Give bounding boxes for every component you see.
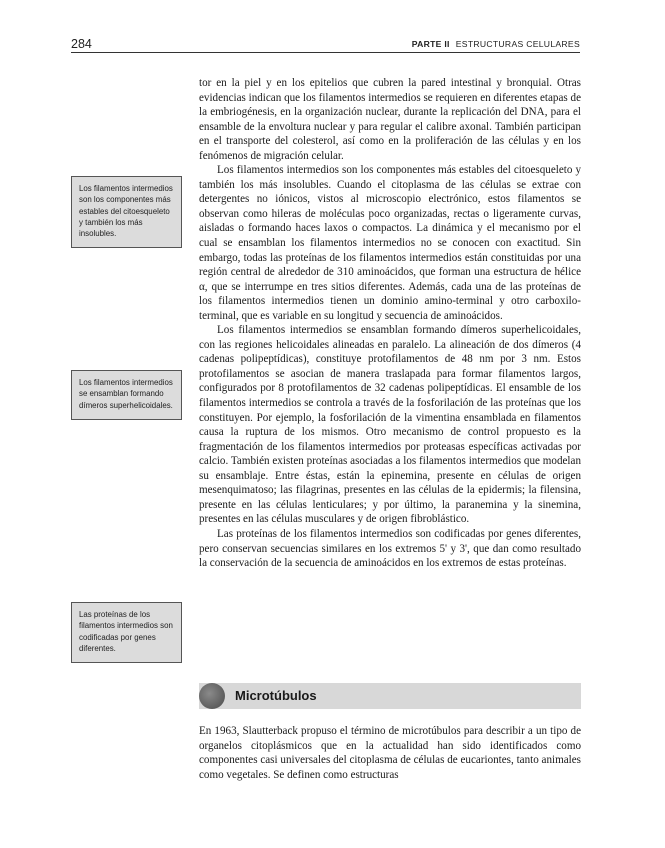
section-bullet-icon xyxy=(199,683,225,709)
part-label: PARTE II xyxy=(411,39,450,49)
paragraph: Las proteínas de los filamentos intermedios son codificadas por genes diferentes, pero conservan secuencias similares en los extremos 5' y 3', que dan como resultado la conservación de la secuencia de aminoácidos en los extremos de estas proteínas. xyxy=(199,527,581,570)
header-rule xyxy=(71,52,580,53)
paragraph: Los filamentos intermedios son los componentes más estables del citoesqueleto y también los más insolubles. Cuando el citoplasma de las células se extrae con detergentes no iónicos, vistos al microscopio electrónico, estos filamentos se observan como hileras de moléculas poco organizadas, rectas o ligeramente curvas, aisladas o formando haces laxos o compactos. La dinámica y el mecanismo por el cual se ensamblan los filamentos intermedios no se conocen con exactitud. Sin embargo, todas las proteínas de los filamentos intermedios están constituidas por una región central de alrededor de 310 aminoácidos, que forman una estructura de hélice α, que se interrumpe en tres sitios diferentes. Además, cada una de las proteínas de los filamentos intermedios tienen un dominio amino-terminal y otro carboxilo-terminal, que es variable en su longitud y secuencia de aminoácidos. xyxy=(199,164,581,322)
page-number: 284 xyxy=(71,37,92,51)
margin-note: Las proteínas de los filamentos intermedios son codificadas por genes diferentes. xyxy=(71,602,182,663)
section-heading xyxy=(199,683,581,709)
margin-note: Los filamentos intermedios son los componentes más estables del citoesqueleto y también los más insolubles. xyxy=(71,176,182,248)
paragraph: Los filamentos intermedios se ensamblan formando dímeros superhelicoidales, con las regiones helicoidales alineadas en paralelo. La alineación de dos dímeros (4 cadenas polipeptídicas), constituye protofilamentos de 48 nm por 3 nm. Estos protofilamentos se asocian de manera traslapada para formar filamentos largos, configurados por 8 protofilamentos de 32 cadenas polipeptídicas. El ensamble de los filamentos intermedios se controla a través de la fosforilación de las proteínas que los constituyen. Por ejemplo, la fosforilación de la vimentina ensamblada en filamentos causa la ruptura de los mismos. Otro mecanismo de control propuesto es la fragmentación de los filamentos intermedios por proteasas específicas activadas por calcio. También existen proteínas asociadas a los filamentos intermedios que modelan su ensamblaje. Entre éstas, están la epinemina, presente en células de origen mesenquimatoso; las filagrinas, presentes en las células de la epidermis; la filensina, presente en las células lenticulares; y por último, la paranemina y la sinemina, presentes en las células musculares y de origen fibroblástico. xyxy=(199,324,581,526)
section-paragraph: En 1963, Slautterback propuso el término de microtúbulos para describir a un tipo de organelos citoplásmicos que en la actualidad han sido identificados como componentes casi universales del citoplasma de células de eucariontes, tanto animales como vegetales. Se definen como estructuras xyxy=(199,725,581,781)
main-text xyxy=(199,76,581,571)
margin-note: Los filamentos intermedios se ensamblan formando dímeros superhelicoidales. xyxy=(71,370,182,420)
paragraph: tor en la piel y en los epitelios que cubren la pared intestinal y bronquial. Otras evidencias indican que los filamentos intermedios se requieren en diferentes etapas de la embriogénesis, en la organización nuclear, durante la replicación del DNA, para el ensamble de la envoltura nuclear y para regular el calibre axonal. También participan en el transporte del colesterol, así como en la proliferación de las células y en los fenómenos de migración celular. xyxy=(199,77,581,162)
section-title: Microtúbulos xyxy=(235,688,317,703)
running-head xyxy=(412,39,580,49)
part-title: ESTRUCTURAS CELULARES xyxy=(455,39,580,49)
